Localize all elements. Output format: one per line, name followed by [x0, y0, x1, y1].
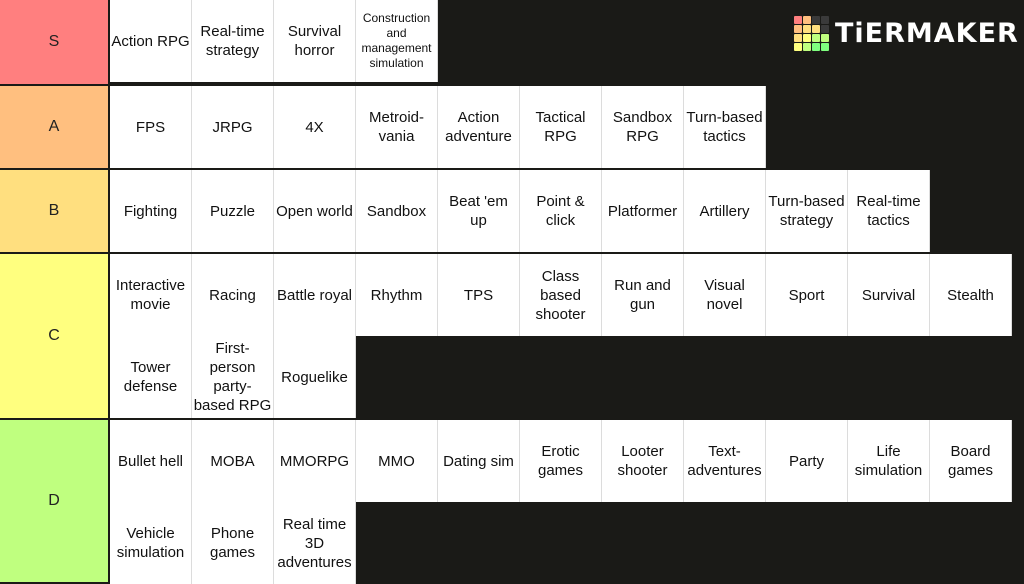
tier-items-d [110, 420, 1024, 582]
tier-item[interactable]: FPS [110, 86, 192, 168]
tier-row-b [0, 168, 1024, 252]
tier-item[interactable]: Erotic games [520, 420, 602, 502]
tier-items-b [110, 170, 1024, 252]
logo-grid-cell [794, 25, 802, 33]
logo-grid-cell [821, 43, 829, 51]
tier-item[interactable]: MMO [356, 420, 438, 502]
tier-item[interactable]: First-person party-based RPG [192, 336, 274, 418]
tier-item[interactable]: Phone games [192, 502, 274, 584]
tier-item[interactable]: MOBA [192, 420, 274, 502]
tier-item[interactable]: Action adventure [438, 86, 520, 168]
tier-item[interactable]: Dating sim [438, 420, 520, 502]
tier-item[interactable]: Life simulation [848, 420, 930, 502]
tier-item[interactable]: Real-time tactics [848, 170, 930, 252]
tier-item[interactable]: Roguelike [274, 336, 356, 418]
logo-grid-cell [812, 25, 820, 33]
tier-item[interactable]: Point & click [520, 170, 602, 252]
tier-item[interactable]: Real-time strategy [192, 0, 274, 82]
tier-item[interactable]: Battle royal [274, 254, 356, 336]
tier-item[interactable]: Survival horror [274, 0, 356, 82]
tier-label-a[interactable]: A [0, 86, 110, 168]
logo-grid-cell [803, 25, 811, 33]
logo-grid-cell [794, 34, 802, 42]
tier-item[interactable]: Sandbox [356, 170, 438, 252]
tier-item[interactable]: Racing [192, 254, 274, 336]
tier-item[interactable]: Artillery [684, 170, 766, 252]
tier-item[interactable]: Tower defense [110, 336, 192, 418]
tier-item[interactable]: Open world [274, 170, 356, 252]
tier-item[interactable]: Vehicle simulation [110, 502, 192, 584]
tier-item[interactable]: Visual novel [684, 254, 766, 336]
logo-grid-cell [812, 34, 820, 42]
tier-items-a [110, 86, 1024, 168]
tier-item[interactable]: Action RPG [110, 0, 192, 82]
tier-item[interactable]: Text-adventures [684, 420, 766, 502]
tier-item[interactable]: Turn-based tactics [684, 86, 766, 168]
tier-item[interactable]: Stealth [930, 254, 1012, 336]
tier-item[interactable]: Rhythm [356, 254, 438, 336]
tier-item[interactable]: Tactical RPG [520, 86, 602, 168]
tier-item[interactable]: Looter shooter [602, 420, 684, 502]
tier-item[interactable]: Party [766, 420, 848, 502]
tier-item[interactable]: Interactive movie [110, 254, 192, 336]
logo-grid-cell [821, 16, 829, 24]
tier-item[interactable]: Puzzle [192, 170, 274, 252]
tier-item[interactable]: Class based shooter [520, 254, 602, 336]
logo-grid-cell [812, 16, 820, 24]
logo-grid-cell [803, 34, 811, 42]
tiermaker-logo [794, 16, 1019, 51]
tier-item[interactable]: TPS [438, 254, 520, 336]
tier-item[interactable]: Metroid-vania [356, 86, 438, 168]
logo-grid-cell [821, 25, 829, 33]
tier-item[interactable]: Bullet hell [110, 420, 192, 502]
tier-item[interactable]: Sandbox RPG [602, 86, 684, 168]
tier-item[interactable]: Construction and management simulation [356, 0, 438, 82]
logo-grid-cell [794, 43, 802, 51]
logo-text: TiERMAKER [835, 18, 1019, 49]
tier-item[interactable]: Real time 3D adventures [274, 502, 356, 584]
tier-items-c [110, 254, 1024, 418]
tier-label-b[interactable]: B [0, 170, 110, 252]
logo-grid-cell [794, 16, 802, 24]
tier-label-s[interactable]: S [0, 0, 110, 84]
logo-grid-cell [821, 34, 829, 42]
logo-grid-cell [803, 16, 811, 24]
logo-grid-cell [803, 43, 811, 51]
tier-item[interactable]: Board games [930, 420, 1012, 502]
tier-item[interactable]: Fighting [110, 170, 192, 252]
tier-item[interactable]: Run and gun [602, 254, 684, 336]
logo-grid-icon [794, 16, 829, 51]
tier-item[interactable]: JRPG [192, 86, 274, 168]
tier-item[interactable]: MMORPG [274, 420, 356, 502]
tier-label-d[interactable]: D [0, 420, 110, 582]
tier-item[interactable]: 4X [274, 86, 356, 168]
tier-label-c[interactable]: C [0, 254, 110, 418]
tier-item[interactable]: Platformer [602, 170, 684, 252]
tier-item[interactable]: Sport [766, 254, 848, 336]
tier-item[interactable]: Survival [848, 254, 930, 336]
tier-item[interactable]: Beat 'em up [438, 170, 520, 252]
tier-row-c [0, 252, 1024, 418]
logo-grid-cell [812, 43, 820, 51]
tier-row-d [0, 418, 1024, 582]
tier-item[interactable]: Turn-based strategy [766, 170, 848, 252]
tier-row-a [0, 84, 1024, 168]
